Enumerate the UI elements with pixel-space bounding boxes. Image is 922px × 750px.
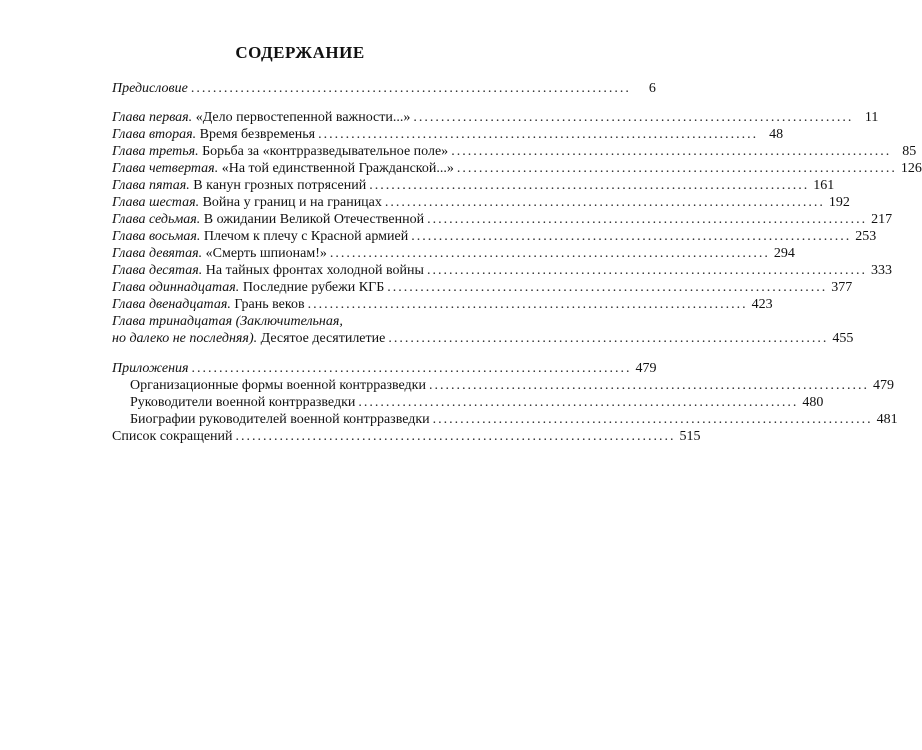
toc-entry bbox=[112, 330, 854, 347]
toc-entry bbox=[112, 109, 879, 126]
page-number: 481 bbox=[876, 412, 898, 427]
leader-dots: ................................................................................ bbox=[451, 144, 892, 159]
leader-dots: ................................................................................ bbox=[384, 195, 825, 210]
entry-italic: Глава двенадцатая. bbox=[112, 297, 231, 312]
entry-italic: Глава седьмая. bbox=[112, 212, 201, 227]
entry-text: Последние рубежи КГБ bbox=[239, 280, 385, 295]
toc-entry bbox=[112, 194, 850, 211]
entry-text: В ожидании Великой Отечественной bbox=[200, 212, 425, 227]
toc-entry bbox=[112, 262, 892, 279]
entry-italic: Глава первая. bbox=[112, 110, 193, 125]
leader-dots: ................................................................................ bbox=[456, 161, 897, 176]
entry-italic: Глава одиннадцатая. bbox=[112, 280, 240, 295]
toc-entry bbox=[112, 228, 877, 245]
entry-italic: Приложения bbox=[112, 361, 189, 376]
entry-text: Список сокращений bbox=[112, 429, 233, 444]
entry-text: Грань веков bbox=[230, 297, 305, 312]
toc-entry bbox=[112, 160, 922, 177]
page-number: 377 bbox=[831, 280, 853, 295]
page-number: 294 bbox=[773, 246, 795, 261]
entry-text: «На той единственной Гражданской...» bbox=[218, 161, 454, 176]
page-number: 217 bbox=[871, 212, 893, 227]
page-number: 253 bbox=[855, 229, 877, 244]
leader-dots: ................................................................................ bbox=[432, 412, 873, 427]
entry-text: «Смерть шпионам!» bbox=[202, 246, 327, 261]
toc-entry bbox=[112, 80, 656, 97]
toc-entry bbox=[112, 377, 894, 394]
toc-entry bbox=[112, 245, 795, 262]
page-number: 6 bbox=[648, 81, 656, 96]
leader-dots: ................................................................................ bbox=[369, 178, 810, 193]
entry-italic: Глава десятая. bbox=[112, 263, 203, 278]
page-number: 192 bbox=[828, 195, 850, 210]
page-number: 480 bbox=[802, 395, 824, 410]
entry-italic: Глава третья. bbox=[112, 144, 199, 159]
leader-dots: ................................................................................ bbox=[428, 378, 869, 393]
leader-dots: ................................................................................ bbox=[358, 395, 799, 410]
toc-entry bbox=[112, 177, 835, 194]
entry-italic: Предисловие bbox=[112, 81, 188, 96]
leader-dots: ................................................................................ bbox=[235, 429, 676, 444]
entry-italic: но далеко не последняя). bbox=[112, 331, 258, 346]
toc-entry bbox=[112, 411, 898, 428]
toc-entry bbox=[112, 279, 853, 296]
entry-italic: Глава пятая. bbox=[112, 178, 190, 193]
leader-dots: ................................................................................ bbox=[318, 127, 759, 142]
entry-italic: Глава восьмая. bbox=[112, 229, 201, 244]
toc-entry bbox=[112, 428, 701, 445]
entry-text: Организационные формы военной контрразведки bbox=[130, 378, 426, 393]
entry-text: На тайных фронтах холодной войны bbox=[202, 263, 424, 278]
page-number: 455 bbox=[832, 331, 854, 346]
page-number: 333 bbox=[870, 263, 892, 278]
toc-entry-line bbox=[112, 313, 485, 330]
page-number: 11 bbox=[864, 110, 879, 125]
entry-text: Время безвременья bbox=[196, 127, 316, 142]
page-title: СОДЕРЖАНИЕ bbox=[235, 43, 365, 62]
page-number: 126 bbox=[900, 161, 922, 176]
entry-text: В канун грозных потрясений bbox=[189, 178, 367, 193]
entry-text: «Дело первостепенной важности...» bbox=[192, 110, 411, 125]
leader-dots: ................................................................................ bbox=[388, 331, 829, 346]
toc-entry bbox=[112, 143, 917, 160]
page-number: 48 bbox=[769, 127, 784, 142]
entry-italic: Глава вторая. bbox=[112, 127, 197, 142]
page-number: 423 bbox=[751, 297, 773, 312]
leader-dots: ................................................................................ bbox=[190, 81, 631, 96]
toc-entry bbox=[112, 360, 657, 377]
toc-entry bbox=[112, 394, 824, 411]
entry-text: Плечом к плечу с Красной армией bbox=[200, 229, 409, 244]
entry-text: Руководители военной контрразведки bbox=[130, 395, 356, 410]
page-number: 479 bbox=[635, 361, 657, 376]
leader-dots: ................................................................................ bbox=[427, 212, 868, 227]
entry-italic: Глава четвертая. bbox=[112, 161, 219, 176]
toc-entry bbox=[112, 126, 784, 143]
page-number: 85 bbox=[902, 144, 917, 159]
leader-dots: ................................................................................ bbox=[426, 263, 867, 278]
entry-text: Десятое десятилетие bbox=[257, 331, 386, 346]
leader-dots: ................................................................................ bbox=[411, 229, 852, 244]
leader-dots: ................................................................................ bbox=[387, 280, 828, 295]
page-number: 479 bbox=[872, 378, 894, 393]
entry-text: Биографии руководителей военной контрразведки bbox=[130, 412, 430, 427]
entry-italic: Глава тринадцатая (Заключительная, bbox=[112, 314, 343, 329]
entry-text: Война у границ и на границах bbox=[199, 195, 382, 210]
page-number: 515 bbox=[679, 429, 701, 444]
toc-entry bbox=[112, 211, 893, 228]
page-number: 161 bbox=[813, 178, 835, 193]
entry-italic: Глава шестая. bbox=[112, 195, 200, 210]
toc-entry bbox=[112, 296, 773, 313]
leader-dots: ................................................................................ bbox=[413, 110, 854, 125]
leader-dots: ................................................................................ bbox=[307, 297, 748, 312]
entry-italic: Глава девятая. bbox=[112, 246, 203, 261]
entry-text: Борьба за «контрразведывательное поле» bbox=[198, 144, 449, 159]
leader-dots: ................................................................................ bbox=[329, 246, 770, 261]
leader-dots: ................................................................................ bbox=[191, 361, 632, 376]
